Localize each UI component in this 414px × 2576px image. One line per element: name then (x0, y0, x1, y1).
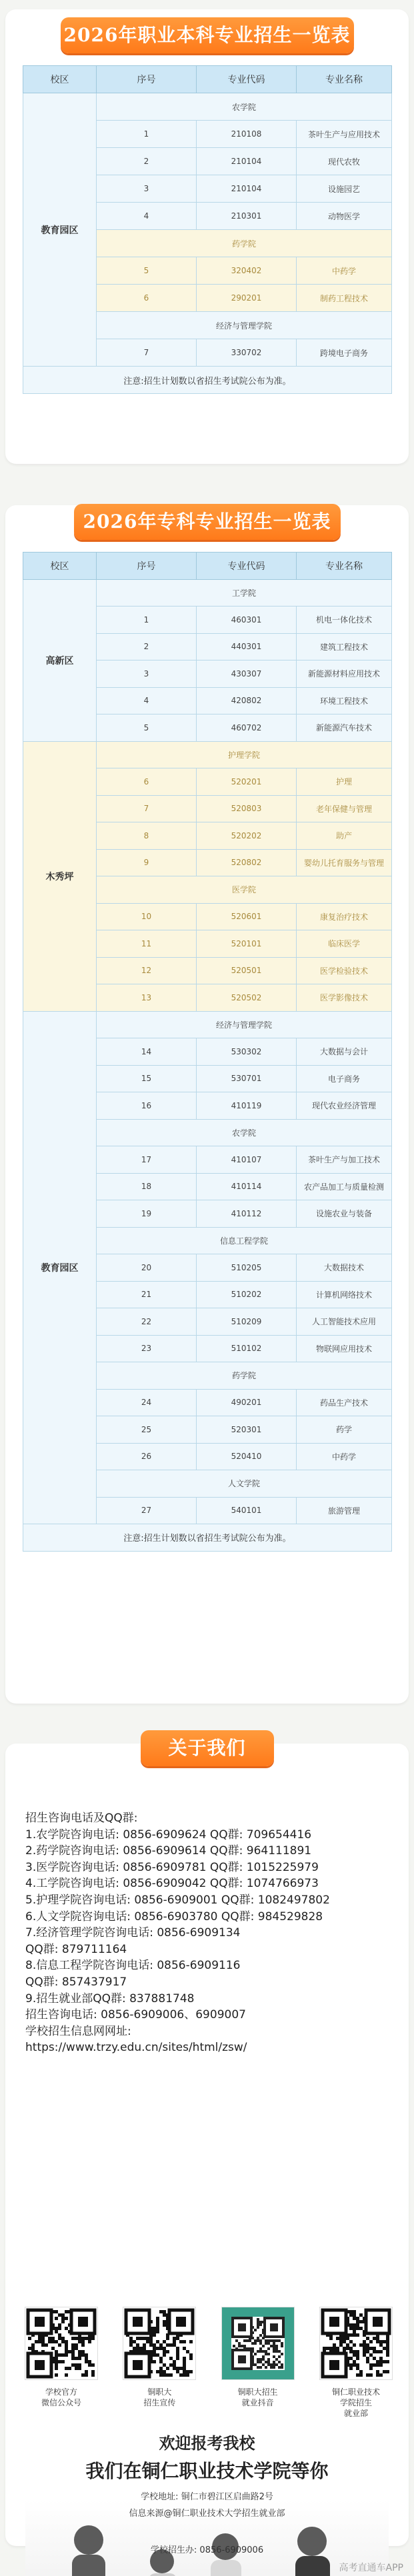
qr-item[interactable] (215, 2307, 301, 2419)
cell-no: 11 (97, 930, 197, 958)
cell-no: 5 (97, 257, 197, 285)
cell-code: 490201 (197, 1389, 297, 1416)
cell-no: 6 (97, 285, 197, 312)
col-header-campus: 校区 (23, 553, 97, 580)
contact-info (25, 1810, 392, 2056)
cell-no: 2 (97, 633, 197, 660)
cell-no: 27 (97, 1497, 197, 1524)
dept-cell: 药学院 (97, 230, 392, 257)
cell-name: 设施园艺 (297, 175, 392, 203)
contact-line: 学校招生信息网网址: (25, 2024, 131, 2038)
cell-name: 设施农业与装备 (297, 1200, 392, 1228)
note-row (23, 1524, 392, 1552)
cell-code: 530302 (197, 1038, 297, 1066)
cell-name: 农产品加工与质量检测 (297, 1173, 392, 1200)
cell-code: 520101 (197, 930, 297, 958)
cell-no: 12 (97, 957, 197, 984)
cell-name: 现代农业经济管理 (297, 1092, 392, 1120)
cell-code: 410112 (197, 1200, 297, 1228)
college-card (5, 505, 409, 1704)
dept-cell: 经济与管理学院 (97, 1011, 392, 1038)
dept-row (23, 93, 392, 121)
cell-name: 新能源汽车技术 (297, 714, 392, 742)
contact-line: 3.医学院咨询电话: 0856-6909781 QQ群: 1015225979 (25, 1860, 319, 1874)
cell-no: 19 (97, 1200, 197, 1228)
cell-code: 530701 (197, 1065, 297, 1092)
cell-no: 18 (97, 1173, 197, 1200)
cell-no: 16 (97, 1092, 197, 1120)
cell-name: 人工智能技术应用 (297, 1308, 392, 1336)
cell-no: 26 (97, 1443, 197, 1470)
cell-name: 婴幼儿托育服务与管理 (297, 849, 392, 876)
cell-code: 520802 (197, 849, 297, 876)
cell-code: 440301 (197, 633, 297, 660)
cell-code: 520202 (197, 822, 297, 850)
qr-code-icon (25, 2307, 98, 2380)
cell-no: 4 (97, 687, 197, 714)
dept-cell: 药学院 (97, 1362, 392, 1390)
cell-no: 1 (97, 121, 197, 148)
cell-code: 210104 (197, 148, 297, 175)
cell-code: 430307 (197, 660, 297, 688)
cell-code: 210104 (197, 175, 297, 203)
dept-cell: 工学院 (97, 579, 392, 607)
cell-name: 医学检验技术 (297, 957, 392, 984)
cell-name: 大数据技术 (297, 1254, 392, 1282)
cell-no: 2 (97, 148, 197, 175)
cell-no: 24 (97, 1389, 197, 1416)
dept-cell: 医学院 (97, 876, 392, 904)
cell-name: 老年保健与管理 (297, 795, 392, 822)
col-header-name: 专业名称 (297, 553, 392, 580)
cell-no: 5 (97, 714, 197, 742)
cell-name: 建筑工程技术 (297, 633, 392, 660)
qr-item[interactable] (313, 2307, 399, 2419)
dept-row (23, 741, 392, 768)
cell-no: 3 (97, 660, 197, 688)
cell-no: 3 (97, 175, 197, 203)
table-note: 注意:招生计划数以省招生考试院公布为准。 (23, 367, 392, 394)
col-header-no: 序号 (97, 553, 197, 580)
cell-code: 510205 (197, 1254, 297, 1282)
about-card (5, 1737, 409, 2546)
footer-source: 信息来源@铜仁职业技术大学招生就业部 (129, 2509, 285, 2519)
cell-name: 电子商务 (297, 1065, 392, 1092)
cell-name: 助产 (297, 822, 392, 850)
cell-code: 460301 (197, 607, 297, 634)
contact-line: 招生咨询电话及QQ群: (25, 1812, 138, 1825)
cell-code: 520301 (197, 1416, 297, 1444)
undergrad-title: 2026年职业本科专业招生一览表 (61, 17, 354, 53)
qr-code-icon (123, 2307, 196, 2380)
cell-no: 4 (97, 203, 197, 230)
cell-name: 机电一体化技术 (297, 607, 392, 634)
douyin-qr-icon (221, 2307, 295, 2380)
cell-name: 制药工程技术 (297, 285, 392, 312)
cell-no: 7 (97, 795, 197, 822)
contact-line: 6.人文学院咨询电话: 0856-6903780 QQ群: 984529828 (25, 1910, 323, 1924)
contact-line: 2.药学院咨询电话: 0856-6909614 QQ群: 964111891 (25, 1844, 312, 1858)
cell-code: 540101 (197, 1497, 297, 1524)
dept-cell: 农学院 (97, 93, 392, 121)
col-header-code: 专业代码 (197, 66, 297, 93)
college-title: 2026年专科专业招生一览表 (74, 504, 341, 540)
cell-code: 410114 (197, 1173, 297, 1200)
cell-no: 15 (97, 1065, 197, 1092)
dept-cell: 经济与管理学院 (97, 312, 392, 339)
col-header-name: 专业名称 (297, 66, 392, 93)
qr-caption: 铜职大 招生宣传 (143, 2387, 176, 2407)
footer-phone: 学校招生办: 0856-6909006 (150, 2545, 264, 2555)
cell-name: 茶叶生产与应用技术 (297, 121, 392, 148)
cell-no: 22 (97, 1308, 197, 1336)
cell-name: 跨境电子商务 (297, 339, 392, 367)
cell-code: 520502 (197, 984, 297, 1012)
cell-code: 420802 (197, 687, 297, 714)
dept-cell: 信息工程学院 (97, 1227, 392, 1254)
cell-name: 中药学 (297, 1443, 392, 1470)
cell-name: 中药学 (297, 257, 392, 285)
cell-code: 520201 (197, 768, 297, 796)
cell-name: 计算机网络技术 (297, 1281, 392, 1308)
cell-code: 210301 (197, 203, 297, 230)
contact-line: 7.经济管理学院咨询电话: 0856-6909134 (25, 1926, 241, 1940)
cell-no: 13 (97, 984, 197, 1012)
dept-cell: 农学院 (97, 1119, 392, 1146)
cell-code: 410107 (197, 1146, 297, 1174)
qr-caption: 铜仁职业技术 学院招生 就业部 (331, 2387, 380, 2418)
dept-row (23, 579, 392, 607)
contact-line: 招生咨询电话: 0856-6909006、6909007 (25, 2008, 246, 2022)
qr-item[interactable] (19, 2307, 104, 2419)
cell-name: 大数据与会计 (297, 1038, 392, 1066)
cell-no: 8 (97, 822, 197, 850)
campus-cell: 教育园区 (23, 93, 97, 367)
cell-code: 510202 (197, 1281, 297, 1308)
about-title: 关于我们 (141, 1730, 274, 1766)
cell-name: 临床医学 (297, 930, 392, 958)
cell-no: 6 (97, 768, 197, 796)
cell-no: 25 (97, 1416, 197, 1444)
qr-caption: 学校官方 微信公众号 (41, 2387, 81, 2407)
footer-address: 学校地址: 铜仁市碧江区启曲路2号 (141, 2492, 273, 2502)
note-row (23, 367, 392, 394)
cell-no: 20 (97, 1254, 197, 1282)
cell-code: 410119 (197, 1092, 297, 1120)
cell-code: 520501 (197, 957, 297, 984)
cell-name: 新能源材料应用技术 (297, 660, 392, 688)
col-header-code: 专业代码 (197, 553, 297, 580)
cell-no: 10 (97, 903, 197, 930)
col-header-no: 序号 (97, 66, 197, 93)
cell-code: 520803 (197, 795, 297, 822)
undergrad-table (23, 65, 392, 394)
cell-code: 520410 (197, 1443, 297, 1470)
qr-code-icon (319, 2307, 393, 2380)
contact-line: 5.护理学院咨询电话: 0856-6909001 QQ群: 1082497802 (25, 1893, 330, 1907)
cell-name: 旅游管理 (297, 1497, 392, 1524)
dept-cell: 护理学院 (97, 741, 392, 768)
cell-no: 23 (97, 1335, 197, 1362)
cell-name: 物联网应用技术 (297, 1335, 392, 1362)
cell-no: 17 (97, 1146, 197, 1174)
cell-code: 320402 (197, 257, 297, 285)
contact-line: https://www.trzy.edu.cn/sites/html/zsw/ (25, 2041, 247, 2055)
dept-cell: 人文学院 (97, 1470, 392, 1498)
undergrad-card (5, 9, 409, 464)
watermark: 高考直通车APP (339, 2563, 403, 2573)
cell-name: 护理 (297, 768, 392, 796)
contact-line: 8.信息工程学院咨询电话: 0856-6909116 (25, 1959, 241, 1973)
campus-cell: 木秀坪 (23, 741, 97, 1011)
cell-name: 动物医学 (297, 203, 392, 230)
cell-code: 510102 (197, 1335, 297, 1362)
cell-name: 医学影像技术 (297, 984, 392, 1012)
cell-name: 环境工程技术 (297, 687, 392, 714)
cell-no: 9 (97, 849, 197, 876)
campus-cell: 高新区 (23, 579, 97, 741)
dept-row (23, 1011, 392, 1038)
qr-item[interactable] (117, 2307, 202, 2419)
contact-line: QQ群: 857437917 (25, 1975, 127, 1989)
cell-name: 康复治疗技术 (297, 903, 392, 930)
qr-code-row (19, 2307, 399, 2419)
cell-code: 520601 (197, 903, 297, 930)
cell-no: 1 (97, 607, 197, 634)
cell-code: 510209 (197, 1308, 297, 1336)
contact-line: 4.工学院咨询电话: 0856-6909042 QQ群: 1074766973 (25, 1877, 319, 1891)
qr-caption: 铜职大招生 就业抖音 (237, 2387, 278, 2407)
table-note: 注意:招生计划数以省招生考试院公布为准。 (23, 1524, 392, 1552)
contact-line: 1.农学院咨询电话: 0856-6909624 QQ群: 709654416 (25, 1828, 312, 1842)
cell-name: 药学 (297, 1416, 392, 1444)
cell-no: 14 (97, 1038, 197, 1066)
cell-no: 7 (97, 339, 197, 367)
welcome-line-1: 欢迎报考我校 (159, 2433, 255, 2453)
cell-no: 21 (97, 1281, 197, 1308)
cell-code: 330702 (197, 339, 297, 367)
cell-code: 210108 (197, 121, 297, 148)
cell-name: 药品生产技术 (297, 1389, 392, 1416)
cell-name: 现代农牧 (297, 148, 392, 175)
campus-cell: 教育园区 (23, 1011, 97, 1524)
welcome-line-2: 我们在铜仁职业技术学院等你 (85, 2460, 329, 2482)
col-header-campus: 校区 (23, 66, 97, 93)
contact-line: 9.招生就业部QQ群: 837881748 (25, 1991, 195, 2005)
cell-code: 460702 (197, 714, 297, 742)
college-table (23, 552, 392, 1552)
cell-code: 290201 (197, 285, 297, 312)
contact-line: QQ群: 879711164 (25, 1942, 127, 1956)
cell-name: 茶叶生产与加工技术 (297, 1146, 392, 1174)
